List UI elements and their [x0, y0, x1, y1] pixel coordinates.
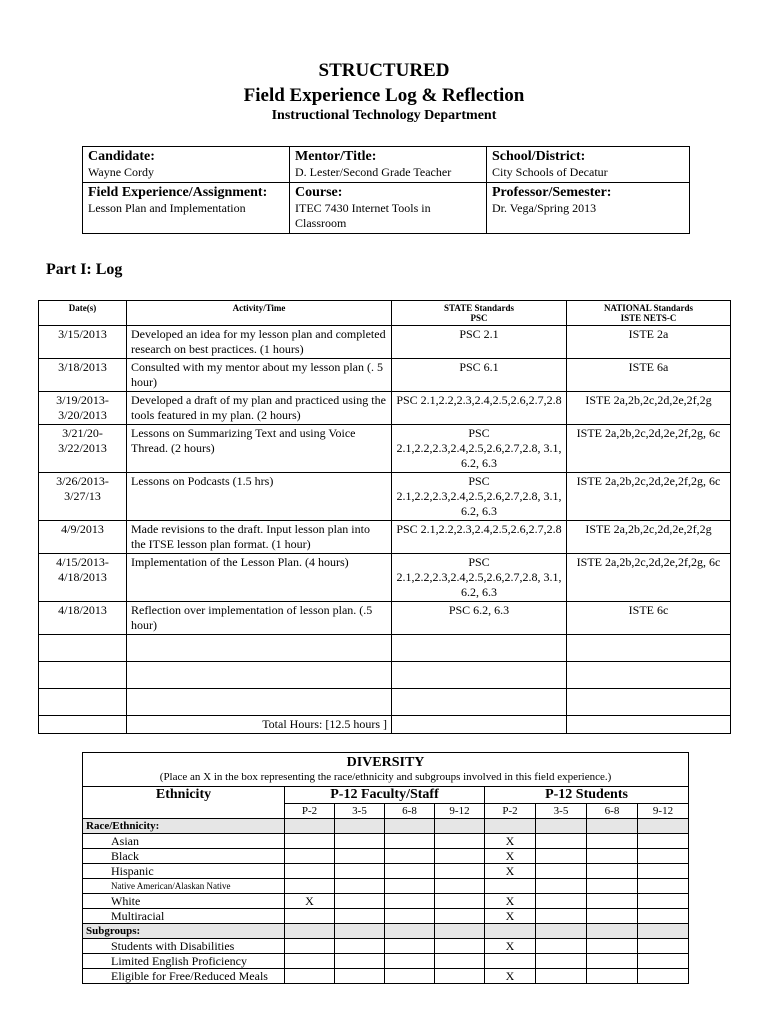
log-date: 4/18/2013: [39, 602, 127, 635]
mark-cell[interactable]: [587, 849, 638, 864]
log-date: 3/15/2013: [39, 326, 127, 359]
mark-cell[interactable]: [435, 969, 485, 984]
candidate-cell: [83, 147, 290, 183]
mark-cell[interactable]: [335, 894, 385, 909]
log-national: ISTE 2a,2b,2c,2d,2e,2f,2g: [567, 521, 731, 554]
diversity-table: [82, 752, 689, 984]
course-label: Course:: [295, 185, 343, 200]
shaded-cell: [536, 924, 587, 939]
mark-cell[interactable]: [385, 834, 435, 849]
diversity-row: [83, 864, 689, 879]
log-activity: Implementation of the Lesson Plan. (4 hours): [127, 554, 392, 602]
mark-cell[interactable]: [638, 939, 689, 954]
mark-cell[interactable]: [335, 939, 385, 954]
shaded-cell: [285, 819, 335, 834]
log-state: PSC 2.1,2.2,2.3,2.4,2.5,2.6,2.7,2.8, 3.1, 6.2, 6.3: [392, 554, 567, 602]
diversity-row-label: Limited English Proficiency: [83, 954, 285, 969]
part1-heading: Part I: Log: [46, 261, 123, 278]
total-empty-cell: [39, 716, 127, 734]
table-row: [39, 392, 731, 425]
mark-cell[interactable]: [385, 939, 435, 954]
mark-cell[interactable]: [638, 894, 689, 909]
table-row: [39, 425, 731, 473]
mark-cell[interactable]: [638, 879, 689, 894]
log-date: 3/19/2013-3/20/2013: [39, 392, 127, 425]
diversity-row-label: Students with Disabilities: [83, 939, 285, 954]
mark-cell[interactable]: X: [485, 969, 536, 984]
diversity-row: [83, 879, 689, 894]
diversity-row-label: White: [83, 894, 285, 909]
mark-cell[interactable]: [587, 939, 638, 954]
mark-cell[interactable]: [385, 849, 435, 864]
log-date: 4/9/2013: [39, 521, 127, 554]
mark-cell[interactable]: X: [485, 849, 536, 864]
grade-header: 3-5: [335, 804, 385, 819]
mark-cell[interactable]: X: [485, 864, 536, 879]
students-header: P-12 Students: [485, 787, 689, 804]
blank-cell: [39, 689, 127, 716]
grade-header: 9-12: [435, 804, 485, 819]
school-cell: [487, 147, 690, 183]
log-state: PSC 2.1,2.2,2.3,2.4,2.5,2.6,2.7,2.8, 3.1, 6.2, 6.3: [392, 425, 567, 473]
department-name: Instructional Technology Department: [271, 108, 497, 123]
log-header-state: STATE Standards PSC: [392, 301, 567, 326]
diversity-row: [83, 834, 689, 849]
log-header-date: Date(s): [39, 301, 127, 326]
mark-cell[interactable]: [285, 834, 335, 849]
school-value: City Schools of Decatur: [492, 165, 608, 179]
diversity-row-label: Eligible for Free/Reduced Meals: [83, 969, 285, 984]
log-national: ISTE 2a,2b,2c,2d,2e,2f,2g, 6c: [567, 425, 731, 473]
diversity-header-cell: [83, 753, 689, 787]
professor-cell: [487, 183, 690, 234]
grade-header: 6-8: [587, 804, 638, 819]
log-header-national: NATIONAL Standards ISTE NETS-C: [567, 301, 731, 326]
mark-cell[interactable]: [335, 834, 385, 849]
blank-cell: [567, 689, 731, 716]
blank-row: [39, 689, 731, 716]
total-empty-cell: [392, 716, 567, 734]
candidate-label: Candidate:: [88, 149, 155, 164]
blank-cell: [127, 635, 392, 662]
log-activity: Developed a draft of my plan and practiced using the tools featured in my plan. (2 hours): [127, 392, 392, 425]
mark-cell[interactable]: [587, 909, 638, 924]
mark-cell[interactable]: [335, 849, 385, 864]
mark-cell[interactable]: [335, 879, 385, 894]
blank-cell: [567, 662, 731, 689]
mark-cell[interactable]: [638, 969, 689, 984]
log-date: 3/26/2013-3/27/13: [39, 473, 127, 521]
mark-cell[interactable]: [285, 939, 335, 954]
shaded-cell: [638, 924, 689, 939]
grade-header: P-2: [285, 804, 335, 819]
mark-cell[interactable]: [587, 864, 638, 879]
log-activity: Lessons on Podcasts (1.5 hrs): [127, 473, 392, 521]
table-row: [39, 521, 731, 554]
mark-cell[interactable]: [335, 909, 385, 924]
mark-cell[interactable]: [536, 939, 587, 954]
assignment-label: Field Experience/Assignment:: [88, 185, 268, 200]
mark-cell[interactable]: [638, 909, 689, 924]
mark-cell[interactable]: X: [485, 909, 536, 924]
diversity-instructions: (Place an X in the box representing the race/ethnicity and subgroups involved in this field experience.): [159, 771, 612, 783]
faculty-header: P-12 Faculty/Staff: [285, 787, 485, 804]
diversity-row-label: Native American/Alaskan Native: [83, 879, 285, 894]
diversity-row-label: Black: [83, 849, 285, 864]
mark-cell[interactable]: [385, 864, 435, 879]
shaded-cell: [536, 819, 587, 834]
blank-cell: [392, 662, 567, 689]
log-activity: Reflection over implementation of lesson plan. (.5 hour): [127, 602, 392, 635]
mark-cell[interactable]: [587, 954, 638, 969]
shaded-cell: [435, 819, 485, 834]
candidate-value: Wayne Cordy: [88, 165, 155, 179]
mark-cell[interactable]: [536, 834, 587, 849]
table-row: [39, 602, 731, 635]
mark-cell[interactable]: [335, 954, 385, 969]
shaded-cell: [385, 924, 435, 939]
diversity-row: [83, 849, 689, 864]
log-date: 3/21/20-3/22/2013: [39, 425, 127, 473]
log-date: 3/18/2013: [39, 359, 127, 392]
mentor-cell: [290, 147, 487, 183]
log-national: ISTE 6c: [567, 602, 731, 635]
log-national: ISTE 2a,2b,2c,2d,2e,2f,2g, 6c: [567, 554, 731, 602]
mark-cell[interactable]: [435, 879, 485, 894]
log-state: PSC 6.2, 6.3: [392, 602, 567, 635]
diversity-row-label: Asian: [83, 834, 285, 849]
course-value: ITEC 7430 Internet Tools in Classroom: [295, 201, 431, 230]
shaded-cell: [335, 819, 385, 834]
grade-header: 3-5: [536, 804, 587, 819]
course-cell: [290, 183, 487, 234]
log-national: ISTE 2a: [567, 326, 731, 359]
mark-cell[interactable]: [285, 954, 335, 969]
mark-cell[interactable]: [536, 969, 587, 984]
mentor-value: D. Lester/Second Grade Teacher: [295, 165, 452, 179]
blank-cell: [39, 635, 127, 662]
mark-cell[interactable]: [485, 879, 536, 894]
grade-header: 9-12: [638, 804, 689, 819]
subgroups-section: [83, 924, 689, 939]
mark-cell[interactable]: X: [485, 939, 536, 954]
log-state: PSC 2.1,2.2,2.3,2.4,2.5,2.6,2.7,2.8: [392, 521, 567, 554]
shaded-cell: [638, 819, 689, 834]
mark-cell[interactable]: [385, 879, 435, 894]
assignment-value: Lesson Plan and Implementation: [88, 201, 246, 215]
mark-cell[interactable]: [536, 849, 587, 864]
shaded-cell: [485, 924, 536, 939]
mark-cell[interactable]: [638, 834, 689, 849]
mark-cell[interactable]: [536, 894, 587, 909]
mark-cell[interactable]: [435, 849, 485, 864]
log-header-activity: Activity/Time: [127, 301, 392, 326]
mark-cell[interactable]: [536, 954, 587, 969]
log-state: PSC 6.1: [392, 359, 567, 392]
log-state: PSC 2.1,2.2,2.3,2.4,2.5,2.6,2.7,2.8: [392, 392, 567, 425]
table-row: [39, 359, 731, 392]
shaded-cell: [385, 819, 435, 834]
mark-cell[interactable]: X: [485, 834, 536, 849]
grade-header: 6-8: [385, 804, 435, 819]
school-label: School/District:: [492, 149, 586, 164]
diversity-row: [83, 894, 689, 909]
mark-cell[interactable]: [485, 954, 536, 969]
professor-label: Professor/Semester:: [492, 185, 612, 200]
mark-cell[interactable]: [385, 954, 435, 969]
log-national: ISTE 2a,2b,2c,2d,2e,2f,2g: [567, 392, 731, 425]
subgroups-section-label: Subgroups:: [83, 924, 285, 939]
blank-cell: [127, 689, 392, 716]
blank-row: [39, 662, 731, 689]
ethnicity-header: Ethnicity: [83, 787, 285, 819]
blank-cell: [127, 662, 392, 689]
mark-cell[interactable]: [335, 969, 385, 984]
diversity-row: [83, 939, 689, 954]
race-section: [83, 819, 689, 834]
blank-cell: [392, 635, 567, 662]
mark-cell[interactable]: [536, 879, 587, 894]
mark-cell[interactable]: X: [485, 894, 536, 909]
diversity-title: DIVERSITY: [346, 755, 425, 770]
shaded-cell: [435, 924, 485, 939]
mark-cell[interactable]: [285, 864, 335, 879]
mark-cell[interactable]: [536, 864, 587, 879]
log-activity: Made revisions to the draft. Input lesson plan into the ITSE lesson plan format. (1 hour): [127, 521, 392, 554]
blank-cell: [567, 635, 731, 662]
info-table: [82, 146, 690, 234]
diversity-row-label: Hispanic: [83, 864, 285, 879]
shaded-cell: [285, 924, 335, 939]
log-activity: Developed an idea for my lesson plan and completed research on best practices. (1 hours): [127, 326, 392, 359]
mark-cell[interactable]: [587, 879, 638, 894]
mentor-label: Mentor/Title:: [295, 149, 377, 164]
mark-cell[interactable]: [385, 969, 435, 984]
mark-cell[interactable]: [285, 849, 335, 864]
mark-cell[interactable]: [385, 894, 435, 909]
log-date: 4/15/2013-4/18/2013: [39, 554, 127, 602]
total-row: [39, 716, 731, 734]
shaded-cell: [587, 924, 638, 939]
mark-cell[interactable]: [587, 834, 638, 849]
diversity-row: [83, 954, 689, 969]
total-hours: Total Hours: [12.5 hours ]: [127, 716, 392, 734]
table-row: [39, 473, 731, 521]
mark-cell[interactable]: [335, 864, 385, 879]
log-activity: Consulted with my mentor about my lesson plan (. 5 hour): [127, 359, 392, 392]
table-row: [39, 326, 731, 359]
shaded-cell: [485, 819, 536, 834]
mark-cell[interactable]: X: [285, 894, 335, 909]
diversity-row: [83, 909, 689, 924]
log-national: ISTE 6a: [567, 359, 731, 392]
mark-cell[interactable]: [638, 849, 689, 864]
blank-cell: [39, 662, 127, 689]
mark-cell[interactable]: [285, 879, 335, 894]
mark-cell[interactable]: [638, 954, 689, 969]
log-national: ISTE 2a,2b,2c,2d,2e,2f,2g, 6c: [567, 473, 731, 521]
diversity-row-label: Multiracial: [83, 909, 285, 924]
table-row: [39, 554, 731, 602]
mark-cell[interactable]: [435, 894, 485, 909]
blank-row: [39, 635, 731, 662]
race-section-label: Race/Ethnicity:: [83, 819, 285, 834]
blank-cell: [392, 689, 567, 716]
shaded-cell: [335, 924, 385, 939]
mark-cell[interactable]: [385, 909, 435, 924]
mark-cell[interactable]: [435, 864, 485, 879]
log-table: [38, 300, 731, 734]
log-activity: Lessons on Summarizing Text and using Voice Thread. (2 hours): [127, 425, 392, 473]
document-title: STRUCTURED: [318, 60, 450, 81]
diversity-row: [83, 969, 689, 984]
mark-cell[interactable]: [285, 909, 335, 924]
assignment-cell: [83, 183, 290, 234]
mark-cell[interactable]: [285, 969, 335, 984]
mark-cell[interactable]: [435, 939, 485, 954]
professor-value: Dr. Vega/Spring 2013: [492, 201, 597, 215]
grade-header: P-2: [485, 804, 536, 819]
total-empty-cell: [567, 716, 731, 734]
log-state: PSC 2.1,2.2,2.3,2.4,2.5,2.6,2.7,2.8, 3.1, 6.2, 6.3: [392, 473, 567, 521]
mark-cell[interactable]: [435, 834, 485, 849]
mark-cell[interactable]: [435, 954, 485, 969]
document-subtitle: Field Experience Log & Reflection: [243, 85, 525, 106]
mark-cell[interactable]: [638, 864, 689, 879]
log-state: PSC 2.1: [392, 326, 567, 359]
mark-cell[interactable]: [587, 894, 638, 909]
mark-cell[interactable]: [435, 909, 485, 924]
shaded-cell: [587, 819, 638, 834]
mark-cell[interactable]: [536, 909, 587, 924]
mark-cell[interactable]: [587, 969, 638, 984]
